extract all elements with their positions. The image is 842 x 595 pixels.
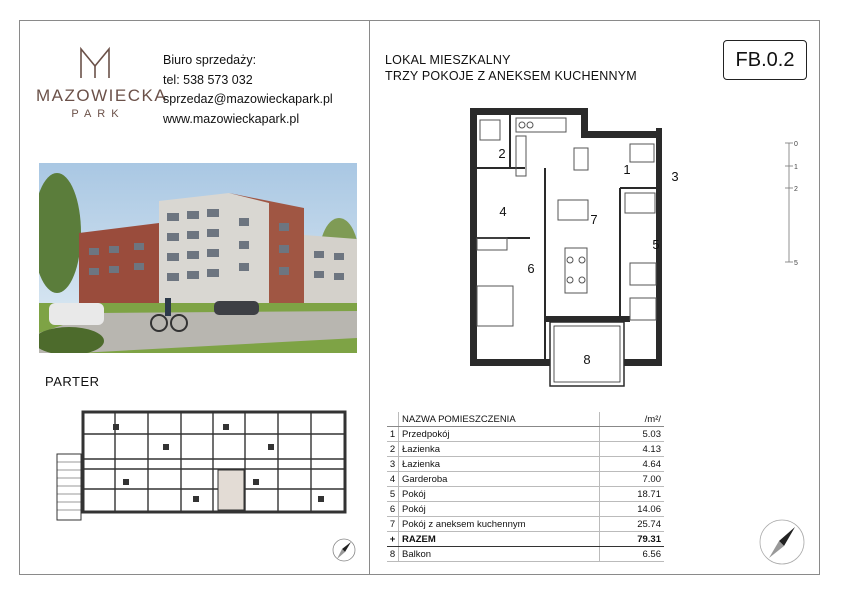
apartment-plan (470, 108, 710, 393)
room-label-6: 6 (527, 261, 535, 276)
room-label-2: 2 (498, 146, 506, 161)
scale-tick-1: 1 (794, 164, 798, 171)
brand-logo (36, 46, 168, 126)
unit-title-line1: LOKAL MIESZKALNY (385, 53, 511, 67)
room-label-4: 4 (499, 204, 507, 219)
room-label-3: 3 (671, 169, 679, 184)
room-label-5: 5 (652, 237, 660, 252)
unit-title (385, 52, 637, 84)
scale-bar (782, 140, 812, 265)
table-row: 2 Łazienka 4.13 (387, 442, 664, 457)
brand-name: MAZOWIECKA (36, 86, 168, 105)
table-row: 7 Pokój z aneksem kuchennym 25.74 (387, 517, 664, 532)
contact-email[interactable]: sprzedaz@mazowieckapark.pl (163, 92, 333, 106)
building-photo (39, 163, 357, 353)
rooms-table (387, 412, 664, 562)
contact-website[interactable]: www.mazowieckapark.pl (163, 111, 300, 126)
compass-large-icon (757, 517, 807, 567)
scale-tick-0: 0 (794, 141, 798, 148)
table-total-row: + RAZEM 79.31 (387, 532, 664, 547)
contact-heading: Biuro sprzedaży: (163, 53, 257, 67)
room-label-7: 7 (590, 212, 598, 227)
unit-title-line2: TRZY POKOJE Z ANEKSEM KUCHENNYM (385, 69, 637, 83)
table-row: 6 Pokój 14.06 (387, 502, 664, 517)
contact-phone[interactable]: tel: 538 573 032 (163, 72, 253, 87)
table-balcony-row: 8 Balkon 6.56 (387, 547, 664, 562)
floor-label: PARTER (45, 374, 100, 389)
room-label-1: 1 (623, 162, 631, 177)
scale-tick-2: 2 (794, 186, 798, 193)
table-row: 4 Garderoba 7.00 (387, 472, 664, 487)
logo-m-icon (78, 46, 112, 80)
contact-block (163, 51, 333, 129)
room-label-8: 8 (583, 352, 591, 367)
table-header-name: NAZWA POMIESZCZENIA (399, 412, 600, 427)
scale-tick-5: 5 (794, 260, 798, 265)
table-row: 5 Pokój 18.71 (387, 487, 664, 502)
compass-icon (331, 537, 357, 563)
table-row: 3 Łazienka 4.64 (387, 457, 664, 472)
unit-code: FB.0.2 (723, 40, 807, 80)
table-header-row (387, 412, 664, 427)
brand-sub: PARK (71, 108, 125, 120)
column-divider (369, 20, 370, 575)
table-row: 1 Przedpokój 5.03 (387, 427, 664, 442)
floor-overview-plan (53, 404, 353, 524)
table-header-unit: /m²/ (600, 412, 665, 427)
